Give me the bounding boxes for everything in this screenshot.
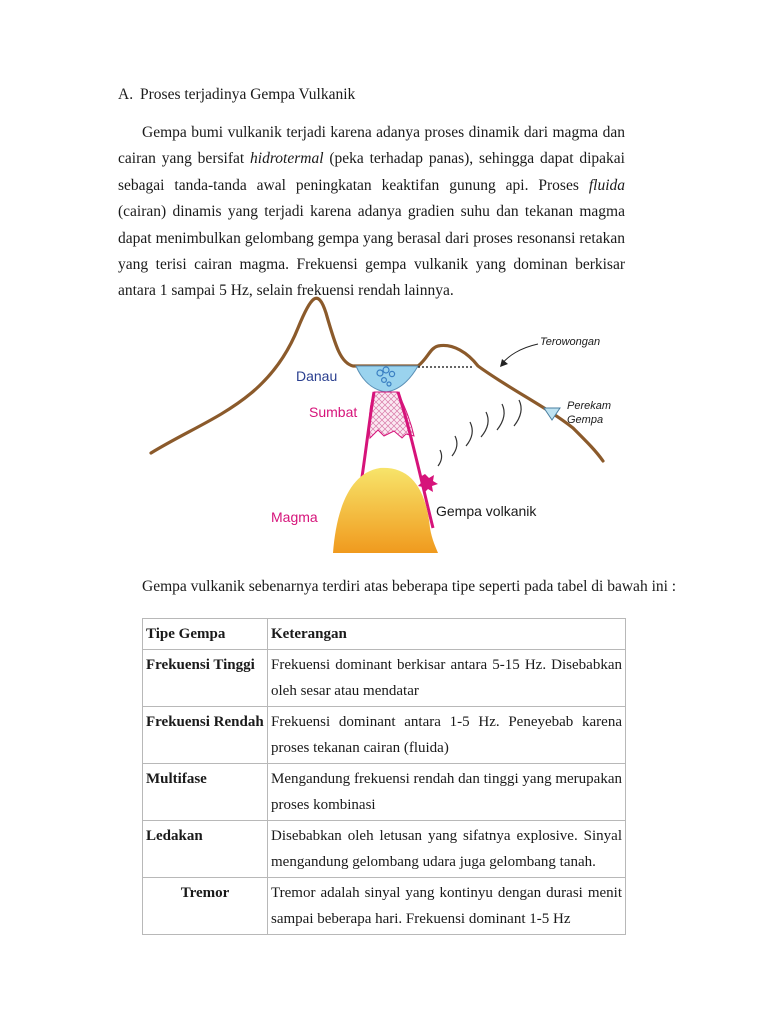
cell-desc: Frekuensi dominant antara 1-5 Hz. Peneyebab karena proses tekanan cairan (fluida) [268,707,626,764]
section-heading [118,86,355,104]
label-perekam: Perekam [567,400,612,412]
plug-sumbat [369,392,414,438]
cell-type: Ledakan [143,821,268,878]
header-tipe-gempa: Tipe Gempa [143,619,268,650]
seismic-wave [452,436,457,456]
paragraph-text-2: (peka terhadap panas), sehingga dapat dipakai sebagai tanda-tanda awal peningkatan keaktifan gunung api. Proses [118,150,625,194]
label-magma: Magma [271,509,318,525]
volcano-diagram-svg [148,288,620,553]
earthquake-types-table [142,618,626,935]
term-fluida: fluida [588,176,625,194]
crater-lake [356,366,418,392]
paragraph-text-1: Gempa bumi vulkanik terjadi karena adanya proses dinamik dari magma dan cairan yang bersifat [118,124,625,168]
cell-type: Frekuensi Rendah [143,707,268,764]
label-sumbat: Sumbat [309,404,358,420]
table-row [143,650,626,707]
label-gempa: Gempa [567,414,604,426]
earthquake-burst-icon [418,474,438,493]
label-gempa-volkanik: Gempa volkanik [436,503,537,519]
cell-type: Frekuensi Tinggi [143,650,268,707]
seismic-wave [497,404,504,430]
paragraph-text-3: (cairan) dinamis yang terjadi karena adanya gradien suhu dan tekanan magma dapat menimbulkan gelombang gempa yang berasal dari proses resonansi retakan yang terisi cairan magma. Frekuensi gempa vulkanik yang dominan berkisar antara 1 sampai 5 Hz, selain frekuensi rendah lainnya. [118,203,625,300]
cell-desc: Tremor adalah sinyal yang kontinyu dengan durasi menit sampai beberapa hari. Frekuensi dominant 1-5 Hz [268,878,626,935]
cell-type: Tremor [143,878,268,935]
table-row [143,707,626,764]
volcano-diagram [148,288,620,553]
table-header-row [143,619,626,650]
seismic-wave [481,412,488,437]
section-number: A. [118,86,134,103]
tunnel-pointer [502,344,538,364]
body-paragraph [118,120,625,305]
section-title: Proses terjadinya Gempa Vulkanik [140,86,356,103]
cell-desc: Mengandung frekuensi rendah dan tinggi yang merupakan proses kombinasi [268,764,626,821]
header-keterangan: Keterangan [268,619,626,650]
cell-type: Multifase [143,764,268,821]
cell-desc: Frekuensi dominant berkisar antara 5-15 Hz. Disebabkan oleh sesar atau mendatar [268,650,626,707]
cell-desc: Disebabkan oleh letusan yang sifatnya explosive. Sinyal mengandung gelombang udara juga gelombang tanah. [268,821,626,878]
label-danau: Danau [296,368,338,384]
label-terowongan: Terowongan [540,336,601,348]
term-hidrotermal: hidrotermal [250,150,324,168]
table-row [143,878,626,935]
seismic-wave [514,400,521,426]
table-row [143,821,626,878]
arrow-head-icon [500,359,508,367]
table-intro: Gempa vulkanik sebenarnya terdiri atas beberapa tipe seperti pada tabel di bawah ini : [142,578,677,595]
seismic-wave [438,450,442,466]
seismic-wave [466,422,472,446]
table-row [143,764,626,821]
